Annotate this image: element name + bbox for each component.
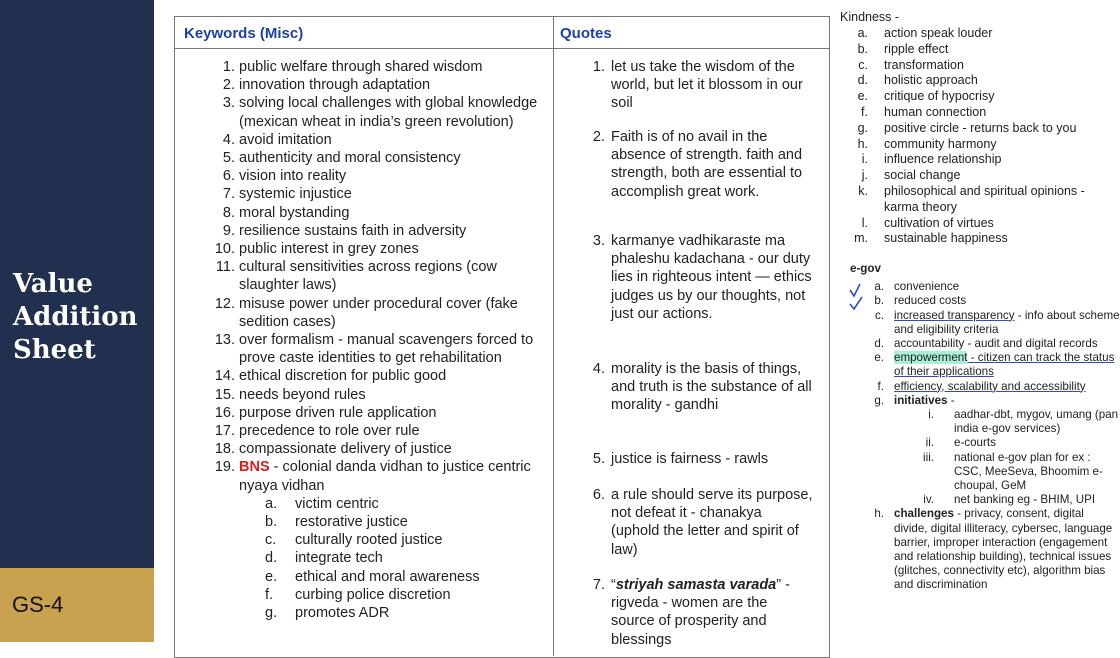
checkmark-scribble-icon bbox=[848, 282, 888, 310]
initiative-item: iii. national e-gov plan for ex : CSC, MeeSeva, Bhoomim e-choupal, GeM bbox=[923, 450, 1103, 493]
keyword-item: 19. BNS - colonial danda vidhan to justice centric nyaya vidhan a. victim centric b. restorative justice c. culturally rooted justice d. integrate tech e. ethical and moral awareness f. curbing police discretion g. promotes ADR bbox=[178, 458, 550, 622]
keyword-item: 16. purpose driven rule application bbox=[214, 404, 437, 421]
keyword-item: 9. resilience sustains faith in adversity bbox=[222, 222, 467, 239]
keyword-item: 12. misuse power under procedural cover (fake sedition cases) bbox=[214, 295, 518, 330]
subject-tag bbox=[0, 568, 154, 642]
keyword-item: 1. public welfare through shared wisdom bbox=[222, 59, 483, 75]
keyword-item: 6. vision into reality bbox=[222, 168, 347, 185]
sub-item: f. curbing police discretion bbox=[265, 586, 451, 603]
kindness-item: h. community harmony bbox=[857, 136, 997, 151]
keyword-item: 3. solving local challenges with global knowledge (mexican wheat in india’s green revolution) bbox=[222, 95, 538, 130]
kindness-item: g. positive circle - returns back to you bbox=[857, 120, 1077, 135]
kindness-item: l. cultivation of virtues bbox=[861, 215, 994, 230]
keyword-item: 7. systemic injustice bbox=[222, 186, 352, 203]
quote-item: 7. “striyah samasta varada” - rigveda - women are the source of prosperity and blessings bbox=[592, 577, 790, 648]
keyword-item: 11. cultural sensitivities across regions (cow slaughter laws) bbox=[215, 259, 497, 294]
keyword-item: 5. authenticity and moral consistency bbox=[222, 150, 461, 167]
kindness-item: k. philosophical and spiritual opinions - karma theory bbox=[858, 183, 1085, 214]
egov-title: e-gov bbox=[850, 262, 881, 275]
quote-item: 6. a rule should serve its purpose, not defeat it - chanakya (uphold the letter and spirit of law) bbox=[592, 487, 813, 558]
quote-item: 5. justice is fairness - rawls bbox=[592, 451, 769, 467]
initiatives-list bbox=[894, 408, 1120, 507]
keywords-header: Keywords (Misc) bbox=[184, 25, 304, 42]
sub-item: d. integrate tech bbox=[265, 550, 383, 567]
quotes-header: Quotes bbox=[560, 25, 612, 42]
sub-item: g. promotes ADR bbox=[265, 605, 390, 622]
document-page bbox=[154, 0, 1120, 648]
sub-item: c. culturally rooted justice bbox=[265, 532, 443, 549]
egov-item-d: d. accountability - audit and digital records bbox=[874, 337, 1098, 351]
sheet-title: Value Addition Sheet bbox=[13, 269, 138, 365]
keyword-item: 10. public interest in grey zones bbox=[214, 241, 419, 258]
header-divider bbox=[174, 48, 830, 49]
egov-list bbox=[850, 280, 1120, 592]
egov-item-g: g. initiatives - bbox=[874, 393, 955, 407]
subject-tag-label: GS-4 bbox=[12, 592, 64, 617]
egov-section bbox=[850, 262, 1120, 593]
egov-item-a: a. convenience bbox=[874, 280, 960, 294]
egov-item-e: e. empowerment - citizen can track the status of their applications bbox=[874, 351, 1115, 379]
egov-item-h: h. challenges - privacy, consent, digital divide, digital illiteracy, cybersec, language barrier, improper interaction (engagement and relationship building), technical issues (glitches, connectivity etc), algorithm bias and discrimination bbox=[874, 507, 1113, 592]
keyword-item: 4. avoid imitation bbox=[222, 131, 332, 148]
column-divider bbox=[553, 16, 554, 656]
bns-label: BNS bbox=[239, 459, 270, 476]
kindness-item: a. action speak louder bbox=[857, 26, 993, 40]
initiative-item: i. aadhar-dbt, mygov, umang (pan india e-gov services) bbox=[928, 408, 1119, 436]
quote-item: 4. morality is the basis of things, and truth is the substance of all morality - gandhi bbox=[592, 361, 812, 414]
sub-item: a. victim centric bbox=[265, 495, 379, 512]
keyword-item: 13. over formalism - manual scavengers forced to prove caste identities to get rehabilitation bbox=[214, 332, 534, 367]
initiative-item: iv. net banking eg - BHIM, UPI bbox=[923, 493, 1096, 507]
kindness-list bbox=[838, 26, 1116, 247]
kindness-item: e. critique of hypocrisy bbox=[857, 89, 995, 104]
kindness-item: f. human connection bbox=[861, 104, 987, 119]
egov-item-c: c. increased transparency - info about scheme and eligibility criteria bbox=[874, 308, 1120, 336]
kindness-item: m. sustainable happiness bbox=[854, 231, 1008, 246]
quote-item: 3. karmanye vadhikaraste ma phaleshu kadachana - our duty lies in righteous intent — ethics judges us by our thoughts, not just our actions. bbox=[592, 233, 812, 322]
keyword-item: 14. ethical discretion for public good bbox=[214, 368, 447, 385]
kindness-item: j. social change bbox=[861, 168, 961, 183]
quote-item: 1. let us take the wisdom of the world, but let it blossom in our soil bbox=[592, 59, 803, 112]
kindness-item: i. influence relationship bbox=[861, 152, 1002, 167]
sub-item: b. restorative justice bbox=[265, 514, 408, 531]
keyword-item: 2. innovation through adaptation bbox=[222, 77, 431, 94]
keyword-item: 17. precedence to role over rule bbox=[214, 423, 420, 440]
egov-item-f: f. efficiency, scalability and accessibility bbox=[877, 379, 1086, 393]
kindness-item: c. transformation bbox=[858, 57, 964, 72]
sub-item: e. ethical and moral awareness bbox=[265, 568, 480, 585]
highlight: empowerment bbox=[894, 351, 968, 365]
initiative-item: ii. e-courts bbox=[925, 436, 996, 450]
quote-item: 2. Faith is of no avail in the absence of strength. faith and strength, both are essential to accomplish great work. bbox=[592, 129, 803, 200]
kindness-item: b. ripple effect bbox=[857, 41, 949, 56]
keyword-item: 8. moral bystanding bbox=[222, 204, 350, 221]
sidebar bbox=[0, 0, 154, 642]
keyword-item: 15. needs beyond rules bbox=[214, 386, 366, 403]
kindness-item: d. holistic approach bbox=[857, 73, 978, 88]
keywords-list bbox=[178, 58, 550, 622]
egov-item-b: b. reduced costs bbox=[874, 294, 967, 308]
kindness-title: Kindness - bbox=[840, 10, 900, 24]
keyword-item: 18. compassionate delivery of justice bbox=[214, 441, 452, 458]
initiatives-block bbox=[850, 408, 1120, 507]
